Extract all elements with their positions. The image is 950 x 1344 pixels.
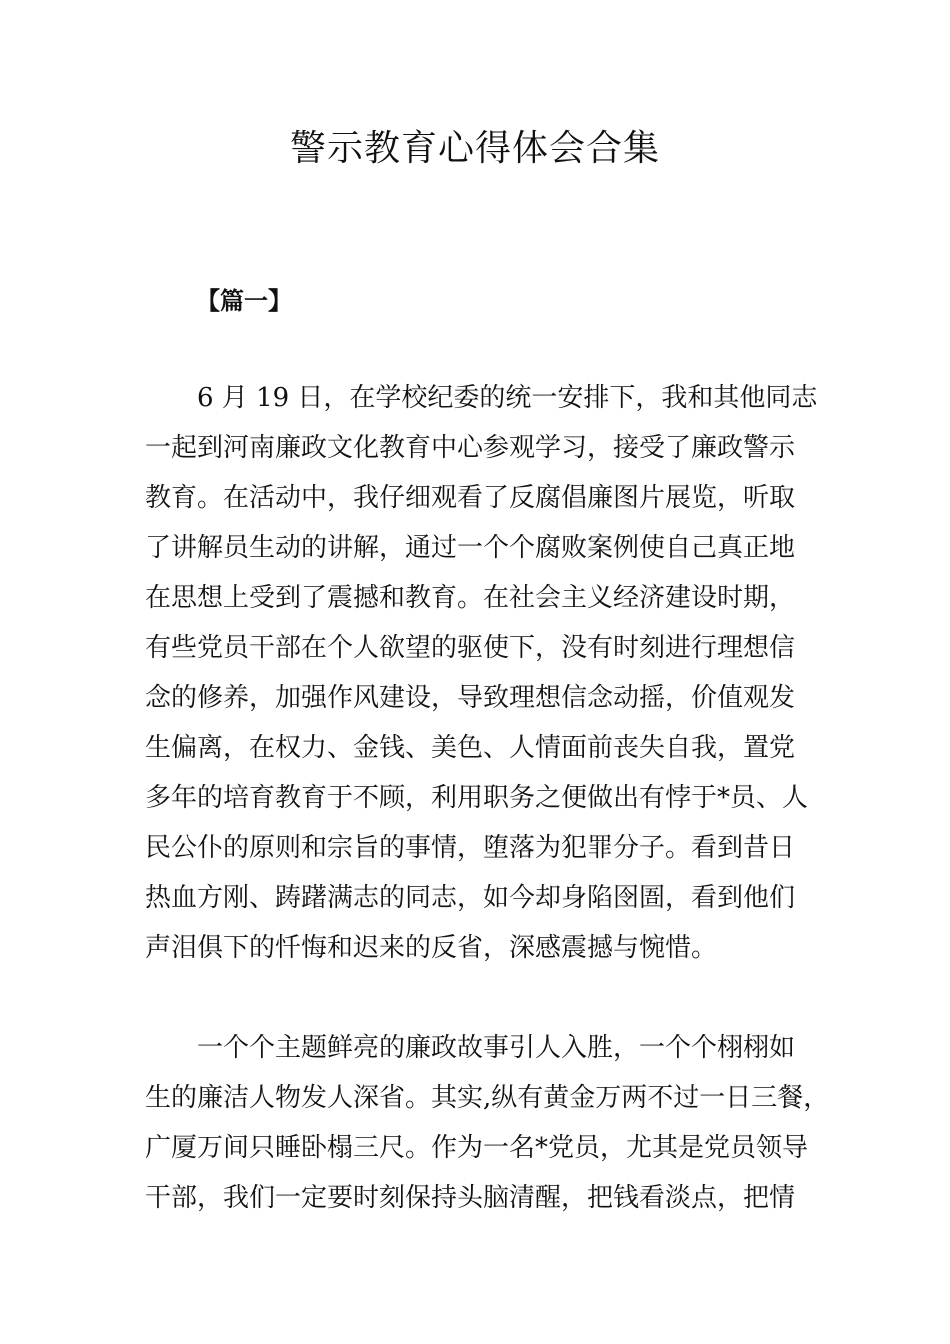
section-label: 【篇一】 xyxy=(196,286,292,315)
paragraph-line: 生的廉洁人物发人深省。其实,纵有黄金万两不过一日三餐， xyxy=(145,1083,830,1113)
paragraph-line: 教育。在活动中，我仔细观看了反腐倡廉图片展览，听取 xyxy=(145,483,796,513)
paragraph-line: 念的修养，加强作风建设，导致理想信念动摇，价值观发 xyxy=(145,683,796,713)
paragraph-line: 广厦万间只睡卧榻三尺。作为一名*党员，尤其是党员领导 xyxy=(145,1133,809,1163)
paragraph-line: 生偏离，在权力、金钱、美色、人情面前丧失自我，置党 xyxy=(145,733,796,763)
paragraph-line: 声泪俱下的忏悔和迟来的反省，深感震撼与惋惜。 xyxy=(145,933,718,963)
paragraph-2 xyxy=(145,1023,830,1223)
paragraph-line: 在思想上受到了震撼和教育。在社会主义经济建设时期， xyxy=(145,583,796,613)
paragraph-line: 有些党员干部在个人欲望的驱使下，没有时刻进行理想信 xyxy=(145,633,796,663)
document-title: 警示教育心得体会合集 xyxy=(289,128,660,169)
paragraph-line: 民公仆的原则和宗旨的事情，堕落为犯罪分子。看到昔日 xyxy=(145,833,796,863)
paragraph-line: 6 月 19 日，在学校纪委的统一安排下，我和其他同志 xyxy=(197,383,818,413)
paragraph-line: 多年的培育教育于不顾，利用职务之便做出有悖于*员、人 xyxy=(145,783,809,813)
paragraph-line: 一个个主题鲜亮的廉政故事引人入胜，一个个栩栩如 xyxy=(197,1033,796,1063)
paragraph-line: 了讲解员生动的讲解，通过一个个腐败案例使自己真正地 xyxy=(145,533,796,563)
paragraph-line: 热血方刚、踌躇满志的同志，如今却身陷囹圄，看到他们 xyxy=(145,883,796,913)
paragraph-line: 一起到河南廉政文化教育中心参观学习，接受了廉政警示 xyxy=(145,433,796,463)
paragraph-line: 干部，我们一定要时刻保持头脑清醒，把钱看淡点，把情 xyxy=(145,1183,796,1213)
paragraph-1 xyxy=(145,373,825,973)
